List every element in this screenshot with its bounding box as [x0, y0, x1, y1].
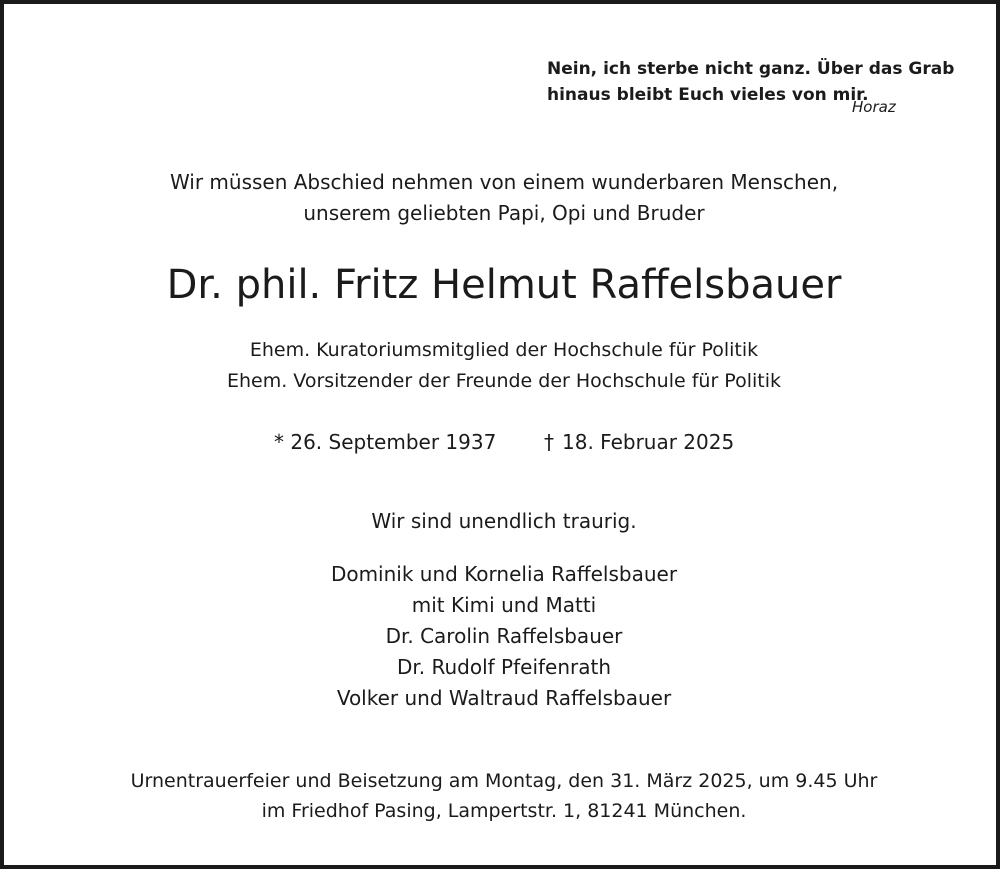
cross-icon: †	[544, 430, 554, 454]
family-member: mit Kimi und Matti	[411, 593, 597, 617]
quote-line: Nein, ich sterbe nicht ganz. Über das Grab	[547, 59, 955, 79]
intro-line: Wir müssen Abschied nehmen von einem wunderbaren Menschen,	[169, 170, 839, 194]
quote-author: Horaz	[852, 98, 896, 116]
role-line: Ehem. Vorsitzender der Freunde der Hochschule für Politik	[226, 370, 782, 392]
deceased-name: Dr. phil. Fritz Helmut Raffelsbauer	[166, 262, 842, 308]
family-member: Volker und Waltraud Raffelsbauer	[336, 686, 672, 710]
mourning-line: Wir sind unendlich traurig.	[371, 509, 637, 533]
quote-line: hinaus bleibt Euch vieles von mir.	[547, 85, 869, 105]
family-member: Dr. Rudolf Pfeifenrath	[396, 655, 612, 679]
role-line: Ehem. Kuratoriumsmitglied der Hochschule für Politik	[249, 339, 759, 361]
family-member: Dominik und Kornelia Raffelsbauer	[330, 562, 678, 586]
death-date: 18. Februar 2025	[562, 430, 735, 454]
funeral-info: im Friedhof Pasing, Lampertstr. 1, 81241 München.	[261, 800, 747, 822]
family-member: Dr. Carolin Raffelsbauer	[385, 624, 623, 648]
death-date-group	[544, 430, 734, 454]
funeral-info: Urnentrauerfeier und Beisetzung am Montag, den 31. März 2025, um 9.45 Uhr	[130, 770, 878, 792]
birth-date: * 26. September 1937	[274, 430, 497, 454]
intro-line: unserem geliebten Papi, Opi und Bruder	[303, 201, 705, 225]
